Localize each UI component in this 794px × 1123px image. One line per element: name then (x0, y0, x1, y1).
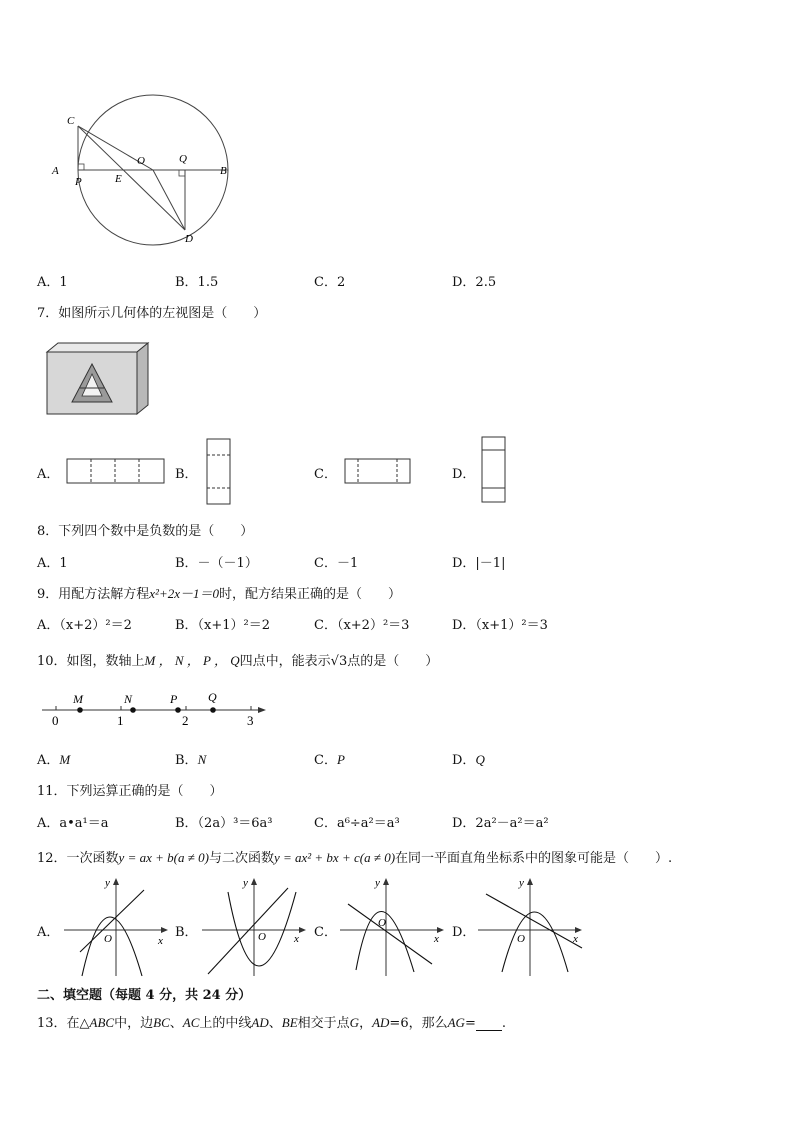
segment-od (153, 170, 185, 230)
q6-option-a[interactable]: A．1 (37, 275, 68, 290)
q10-root: √3 (330, 654, 348, 669)
label-b: B (220, 165, 227, 177)
q7-solid-figure (44, 340, 152, 418)
box-side-face (137, 343, 148, 414)
q7-stem: 7．如图所示几何体的左视图是（ ） (37, 306, 267, 321)
svg-text:O: O (258, 931, 266, 943)
q10-stem-prefix: 10．如图，数轴上 (37, 654, 145, 669)
q9-stem (37, 583, 401, 602)
tick-label-1: 1 (117, 713, 124, 728)
label-d: D (185, 233, 193, 245)
parabola (228, 892, 296, 966)
section-2-title: 二、填空题（每题 4 分，共 24 分） (37, 988, 252, 1003)
q10-number-line (38, 688, 270, 730)
q12-linear-function: y = ax + b(a ≠ 0) (118, 850, 209, 865)
svg-text:x: x (294, 933, 299, 945)
q6-option-c[interactable]: C．2 (314, 275, 346, 290)
q11-stem: 11．下列运算正确的是（ ） (37, 784, 223, 799)
q10-option-d[interactable]: D．Q (452, 752, 485, 768)
q12-option-b-label[interactable]: B． (175, 925, 198, 940)
q12-option-c-label[interactable]: C． (314, 925, 337, 940)
line (348, 904, 432, 964)
q9-option-d[interactable]: D．（x+1）²＝3 (452, 618, 548, 633)
q7-option-c-label[interactable]: C． (314, 467, 337, 482)
line (208, 888, 288, 974)
svg-text:x: x (434, 933, 439, 945)
svg-text:y: y (375, 877, 380, 889)
q12-graph-b[interactable] (198, 872, 310, 980)
q9-option-a[interactable]: A．（x+2）²＝2 (37, 618, 132, 633)
q11-option-b[interactable]: B．（2a）³＝6a³ (175, 816, 273, 831)
q7-option-d-view[interactable] (481, 436, 507, 504)
right-angle-mark-p (78, 164, 84, 170)
q10-stem-suffix: 点的是（ ） (347, 654, 439, 669)
svg-text:x: x (573, 933, 578, 945)
svg-text:x: x (158, 935, 163, 947)
box-top-face (47, 343, 148, 352)
q8-stem: 8．下列四个数中是负数的是（ ） (37, 524, 254, 539)
q11-option-c[interactable]: C．a⁶÷a²＝a³ (314, 816, 400, 831)
svg-text:y: y (243, 877, 248, 889)
q10-option-b[interactable]: B．N (175, 752, 207, 768)
q12-graph-c[interactable] (336, 872, 448, 980)
q11-option-d[interactable]: D．2a²－a²＝a² (452, 816, 549, 831)
q8-option-d[interactable]: D．|－1| (452, 556, 506, 571)
q9-equation: x²+2x－1＝0 (149, 586, 219, 601)
q12-quadratic-function: y = ax² + bx + c(a ≠ 0) (273, 850, 396, 865)
label-q: Q (179, 153, 187, 165)
q10-points: M ， N ， P ， Q (144, 653, 240, 668)
q12-graph-a[interactable] (60, 872, 172, 980)
q7-option-d-label[interactable]: D． (452, 467, 476, 482)
q7-option-b-label[interactable]: B． (175, 467, 198, 482)
tick-label-2: 2 (182, 713, 189, 728)
q8-option-c[interactable]: C．－1 (314, 556, 359, 571)
q6-option-b[interactable]: B．1.5 (175, 275, 219, 290)
q12-stem (37, 847, 672, 866)
right-angle-mark-q (179, 170, 185, 176)
q9-option-b[interactable]: B．（x+1）²＝2 (175, 618, 271, 633)
label-c: C (67, 115, 75, 127)
q7-option-a-view[interactable] (66, 458, 166, 486)
q10-stem (37, 650, 438, 669)
point-n (130, 707, 136, 713)
line (80, 890, 144, 952)
q12-stem-mid: 与二次函数 (208, 851, 274, 866)
point-q (210, 707, 216, 713)
q8-option-a[interactable]: A．1 (37, 556, 68, 571)
q9-option-c[interactable]: C．（x+2）²＝3 (314, 618, 410, 633)
q6-circle-figure (45, 88, 245, 248)
label-e: E (115, 173, 122, 185)
q9-stem-suffix: 时，配方结果正确的是（ ） (219, 587, 402, 602)
q6-option-d[interactable]: D．2.5 (452, 275, 497, 290)
point-label-m: M (73, 692, 83, 706)
label-a: A (52, 165, 59, 177)
q12-graph-d[interactable] (474, 872, 586, 980)
q12-option-a-label[interactable]: A． (37, 925, 60, 940)
q13-stem: 13．在△ABC中，边BC、AC上的中线AD、BE相交于点G，AD=6，那么AG= . (37, 1015, 506, 1031)
tick-label-3: 3 (247, 713, 254, 728)
axis-arrow (258, 707, 266, 713)
svg-text:y: y (519, 877, 524, 889)
q7-option-c-view[interactable] (344, 458, 412, 486)
parabola (82, 917, 142, 976)
label-o: O (137, 155, 145, 167)
q11-option-a[interactable]: A．a•a¹＝a (37, 816, 109, 831)
point-label-p: P (170, 692, 178, 706)
svg-text:O: O (517, 933, 525, 945)
q7-option-a-label[interactable]: A． (37, 467, 60, 482)
point-label-q: Q (208, 690, 217, 704)
segment-cd (78, 126, 185, 230)
svg-text:y: y (105, 877, 110, 889)
q12-stem-suffix: 在同一平面直角坐标系中的图象可能是（ ）. (395, 851, 673, 866)
point-label-n: N (124, 692, 133, 706)
svg-text:O: O (378, 917, 386, 929)
q12-option-d-label[interactable]: D． (452, 925, 476, 940)
q12-stem-prefix: 12．一次函数 (37, 851, 119, 866)
q10-option-a[interactable]: A．M (37, 752, 71, 768)
q13-answer-blank[interactable] (476, 1018, 502, 1031)
q10-stem-mid: 四点中，能表示 (239, 654, 331, 669)
line (486, 894, 582, 948)
q7-option-b-view[interactable] (206, 438, 232, 506)
label-p: P (75, 176, 82, 188)
svg-text:O: O (104, 933, 112, 945)
q10-option-c[interactable]: C．P (314, 752, 345, 768)
q9-stem-prefix: 9．用配方法解方程 (37, 587, 150, 602)
point-m (77, 707, 83, 713)
point-p (175, 707, 181, 713)
tick-label-0: 0 (52, 713, 59, 728)
q8-option-b[interactable]: B．－（－1） (175, 556, 258, 571)
